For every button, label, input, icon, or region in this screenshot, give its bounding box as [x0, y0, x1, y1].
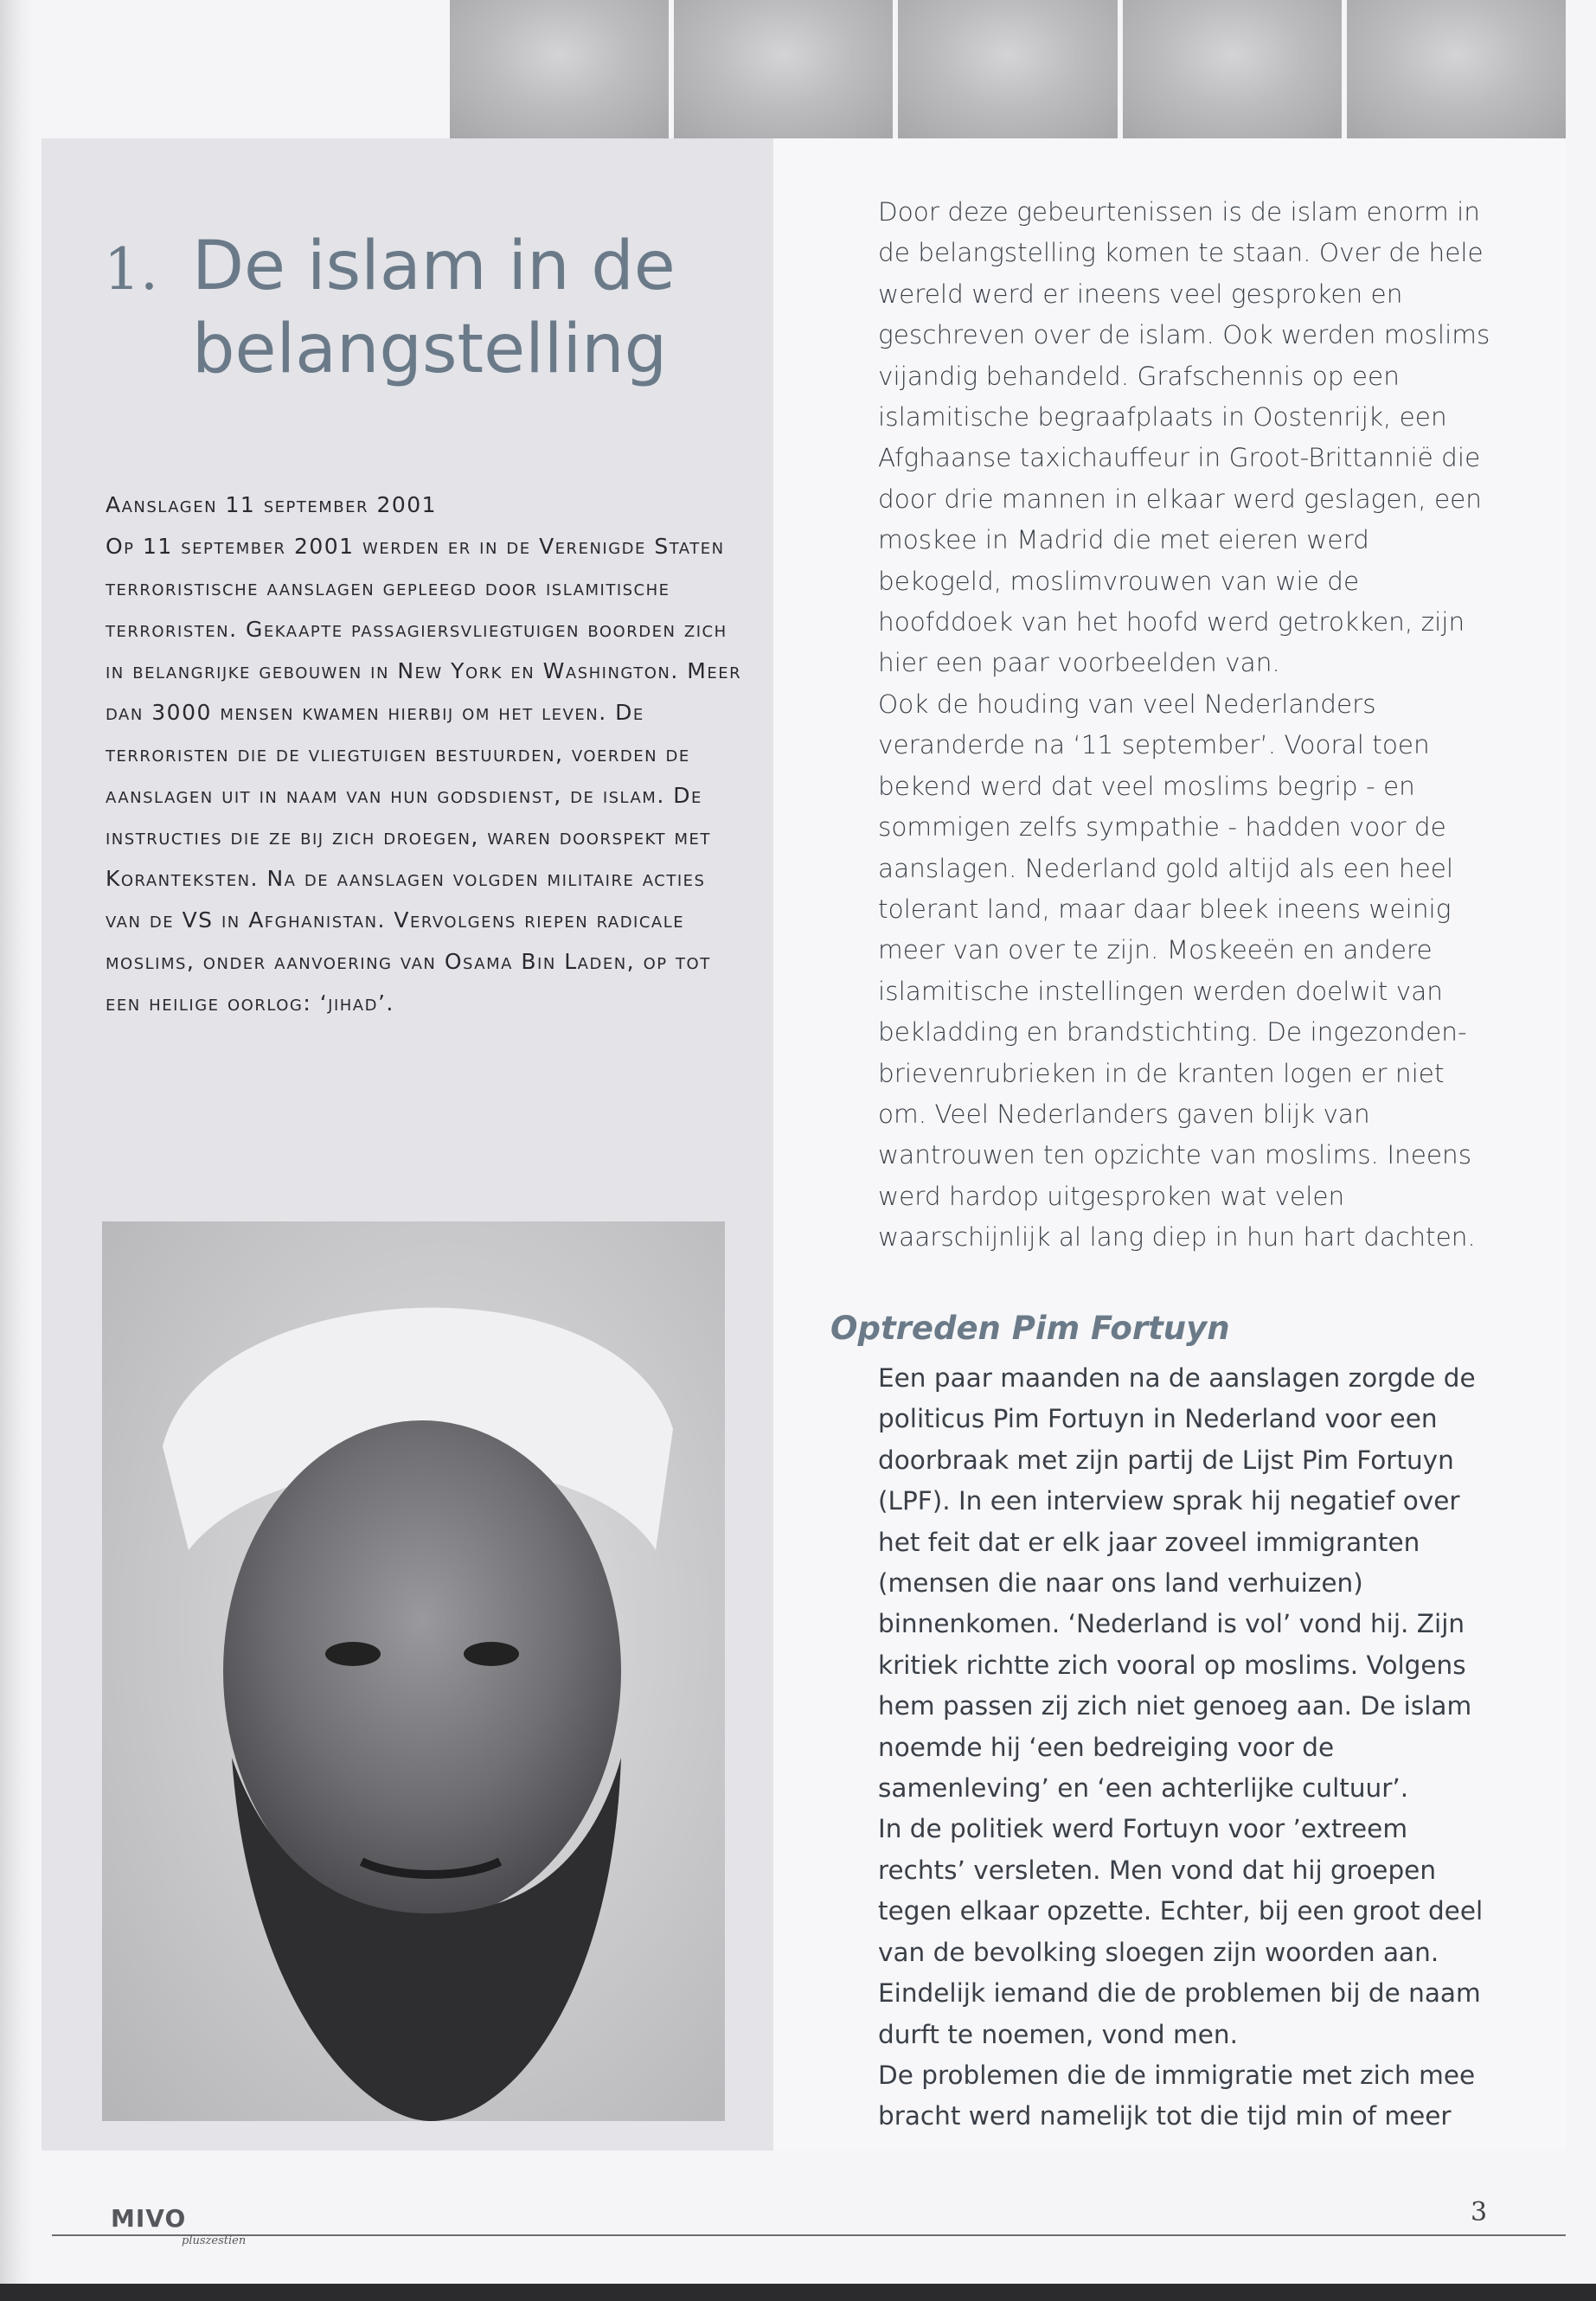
- header-photo: [898, 0, 1117, 138]
- portrait-photo: [102, 1221, 725, 2121]
- page-number: 3: [1471, 2197, 1488, 2227]
- main-column-top: [878, 192, 1501, 1259]
- title-line-2: belangstelling: [192, 311, 668, 388]
- portrait-image: [102, 1221, 725, 2121]
- publisher-logo: MIVO: [111, 2204, 187, 2233]
- header-photo: [450, 0, 669, 138]
- chapter-number: 1.: [104, 236, 158, 303]
- paragraph: De problemen die de immigratie met zich mee bracht werd namelijk tot die tijd min of meer: [878, 2060, 1476, 2131]
- main-column-bottom: [878, 1358, 1501, 2138]
- bottom-band: [0, 2284, 1596, 2301]
- paragraph: Een paar maanden na de aanslagen zorgde de politicus Pim Fortuyn in Nederland voor een doorbraak met zijn partij de Lijst Pim Fortuyn (LPF). In een interview sprak hij negatief over het feit dat er elk jaar zoveel immigranten (mensen die naar ons land verhuizen) binnenkomen. ‘Nederland is vol’ vond hij. Zijn kritiek richtte zich vooral op moslims. Volgens hem passen zij zich niet genoeg aan. De islam noemde hij ‘een bedreiging voor de samenleving’ en ‘een achterlijke cultuur’.: [878, 1363, 1476, 1804]
- page-title: [104, 227, 727, 389]
- section-heading: Optreden Pim Fortuyn: [830, 1310, 1230, 1347]
- intro-heading: Aanslagen 11 september 2001: [106, 492, 438, 517]
- intro-block: [106, 484, 746, 1024]
- paragraph: Ook de houding van veel Nederlanders veranderde na ‘11 september’. Vooral toen bekend werd dat veel moslims begrip - en sommigen zelfs sympathie - hadden voor de aanslagen. Nederland gold altijd als een heel tolerant land, maar daar bleek ineens weinig meer van over te zijn. Moskeeën en andere islamitische instellingen werden doelwit van bekladding en brandstichting. De ingezonden-brievenrubrieken in de kranten logen er niet om. Veel Nederlanders gaven blijk van wantrouwen ten opzichte van moslims. Ineens werd hardop uitgesproken wat velen waarschijnlijk al lang diep in hun hart dachten.: [878, 689, 1476, 1253]
- header-photo-strip: [450, 0, 1566, 138]
- paragraph: In de politiek werd Fortuyn voor ’extreem rechts’ versleten. Men vond dat hij groepen tegen elkaar opzette. Echter, bij een groot deel van de bevolking sloegen zijn woorden aan. Eindelijk iemand die de problemen bij de naam durft te noemen, vond men.: [878, 1814, 1484, 2049]
- binding-shadow: [0, 0, 35, 2301]
- publisher-logo-subtitle: pluszestien: [182, 2234, 247, 2247]
- header-photo: [1123, 0, 1342, 138]
- intro-text: Op 11 september 2001 werden er in de Verenigde Staten terroristische aanslagen gepleegd door islamitische terroristen. Gekaapte passagiersvliegtuigen boorden zich in belangrijke gebouwen in New York en Washington. Meer dan 3000 mensen kwamen hierbij om het leven. De terroristen die de vliegtuigen bestuurden, voerden de aanslagen uit in naam van hun godsdienst, de islam. De instructies die ze bij zich droegen, waren doorspekt met Koranteksten. Na de aanslagen volgden militaire acties van de VS in Afghanistan. Vervolgens riepen radicale moslims, onder aanvoering van Osama Bin Laden, op tot een heilige oorlog: ‘jihad’.: [106, 534, 742, 1016]
- paragraph: Door deze gebeurtenissen is de islam enorm in de belangstelling komen te staan. Over de hele wereld werd er ineens veel gesproken en geschreven over de islam. Ook werden moslims vijandig behandeld. Grafschennis op een islamitische begraafplaats in Oostenrijk, een Afghaanse taxichauffeur in Groot-Brittannië die door drie mannen in elkaar werd geslagen, een moskee in Madrid die met eieren werd bekogeld, moslimvrouwen van wie de hoofddoek van het hoofd werd getrokken, zijn hier een paar voorbeelden van.: [878, 197, 1490, 678]
- footer-rule: [52, 2234, 1566, 2236]
- title-line-1: De islam in de: [192, 228, 676, 305]
- header-photo: [674, 0, 893, 138]
- header-photo: [1347, 0, 1566, 138]
